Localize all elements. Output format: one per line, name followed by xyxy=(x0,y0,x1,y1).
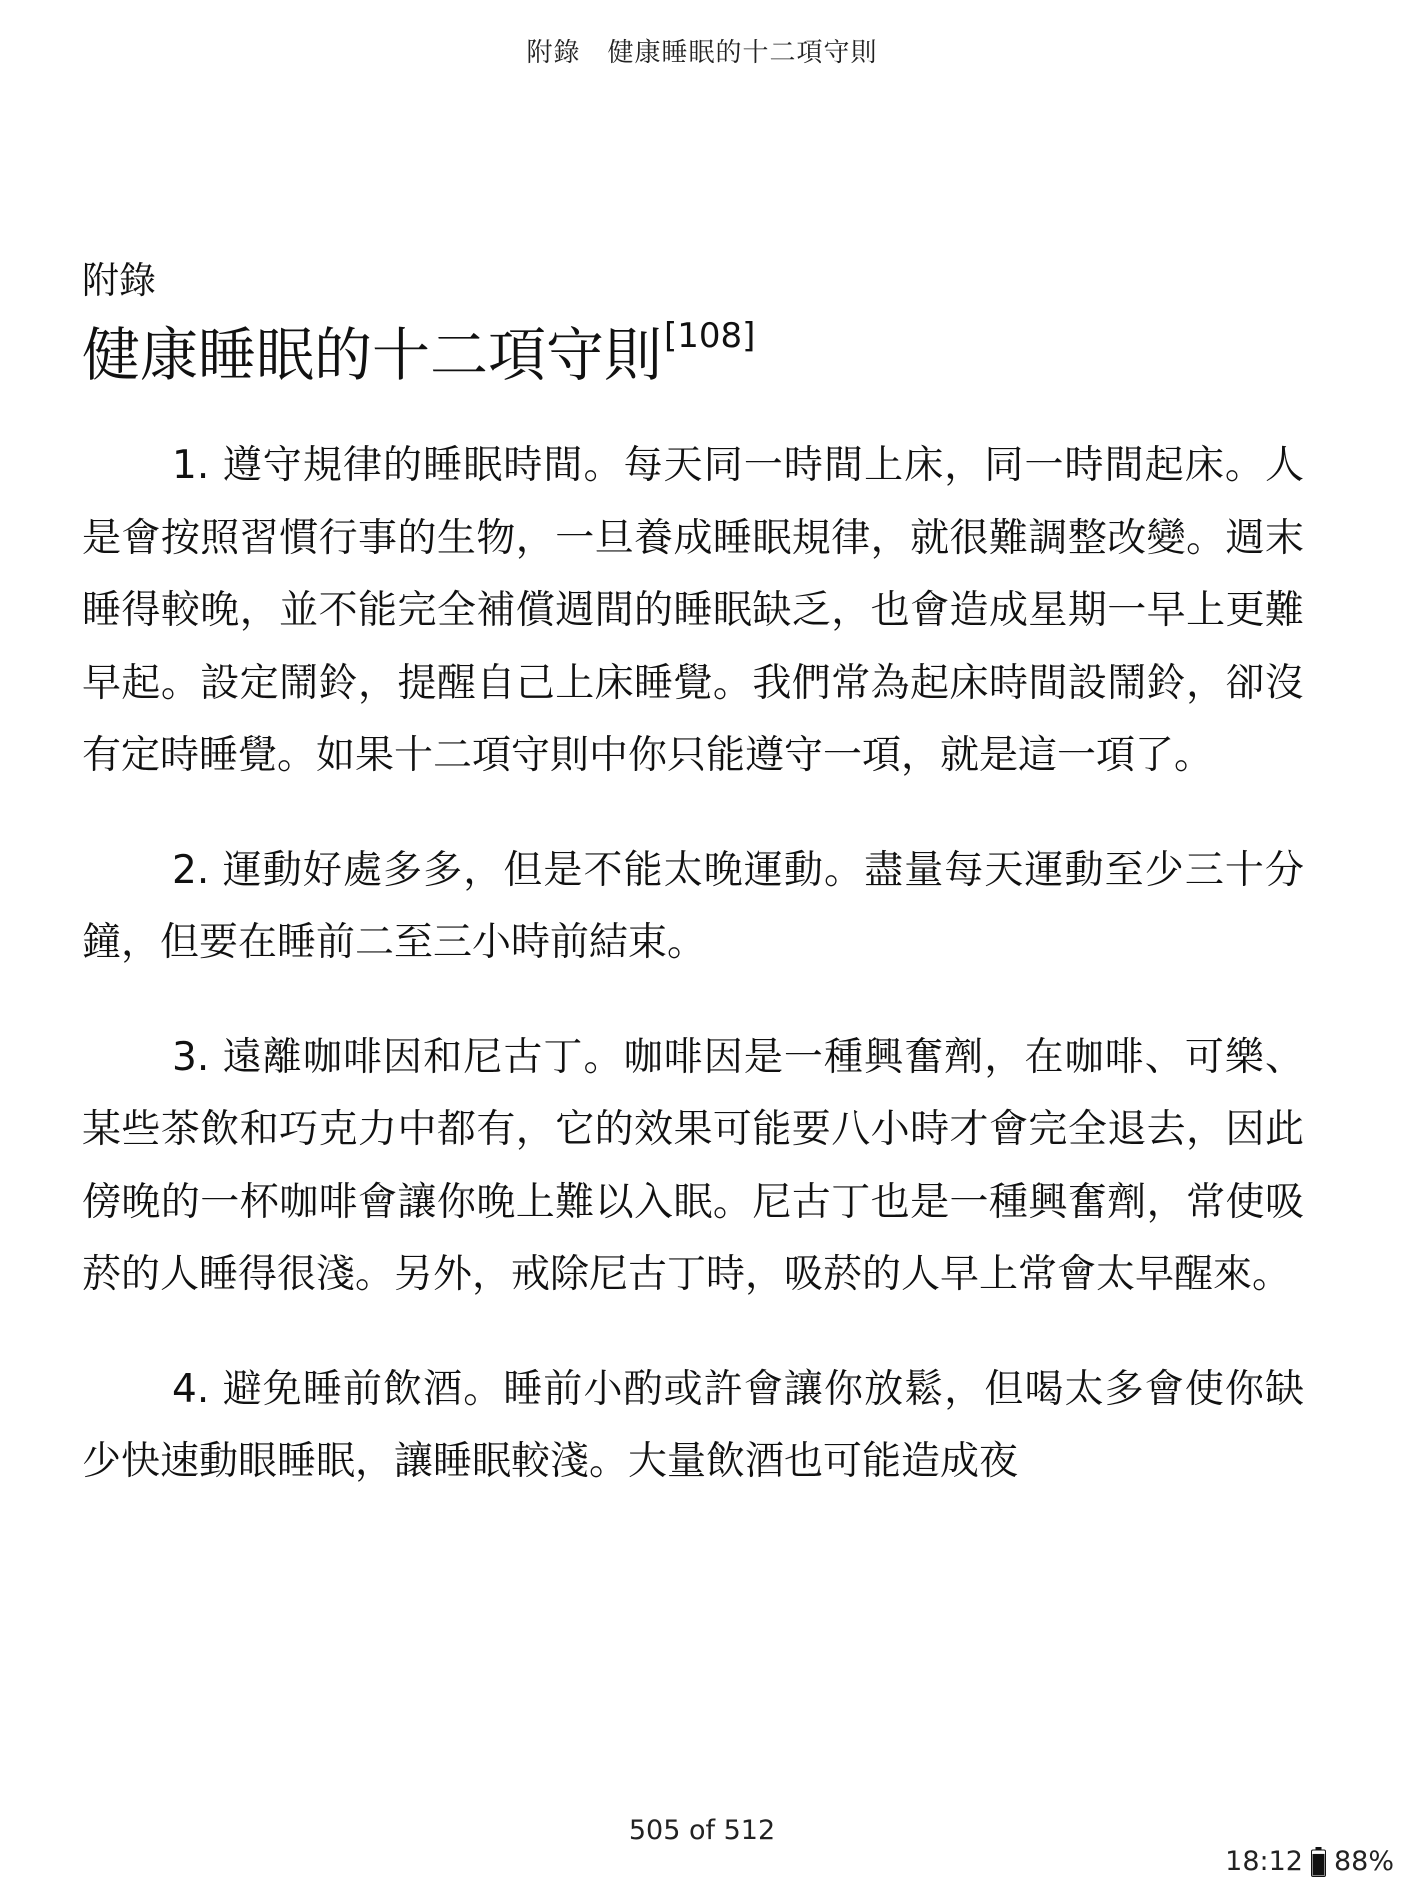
page-content xyxy=(82,255,1304,1499)
status-bar xyxy=(1225,1846,1394,1877)
clock: 18:12 xyxy=(1225,1846,1303,1877)
running-header: 附錄 健康睡眠的十二項守則 xyxy=(526,38,878,68)
rule-paragraph-4: 4. 避免睡前飲酒。睡前小酌或許會讓你放鬆，但喝太多會使你缺少快速動眼睡眠，讓睡眠較淺。大量飲酒也可能造成夜 xyxy=(82,1366,1304,1484)
chapter-title xyxy=(82,315,1304,395)
chapter-title-text: 健康睡眠的十二項守則 xyxy=(82,321,663,389)
battery-level: 88% xyxy=(1333,1846,1394,1877)
rule-paragraph-3: 3. 遠離咖啡因和尼古丁。咖啡因是一種興奮劑，在咖啡、可樂、某些茶飲和巧克力中都有，它的效果可能要八小時才會完全退去，因此傍晚的一杯咖啡會讓你晚上難以入眠。尼古丁也是一種興奮劑，常使吸菸的人睡得很淺。另外，戒除尼古丁時，吸菸的人早上常會太早醒來。 xyxy=(82,1034,1304,1297)
battery-icon xyxy=(1311,1847,1326,1877)
footnote-link[interactable]: [108] xyxy=(664,316,756,356)
section-label: 附錄 xyxy=(82,259,156,302)
rule-paragraph-2: 2. 運動好處多多，但是不能太晚運動。盡量每天運動至少三十分鐘，但要在睡前二至三小時前結束。 xyxy=(82,847,1304,965)
page-indicator: 505 of 512 xyxy=(628,1815,776,1846)
rule-paragraph-1: 1. 遵守規律的睡眠時間。每天同一時間上床，同一時間起床。人是會按照習慣行事的生物，一旦養成睡眠規律，就很難調整改變。週末睡得較晚，並不能完全補償週間的睡眠缺乏，也會造成星期一早上更難早起。設定鬧鈴，提醒自己上床睡覺。我們常為起床時間設鬧鈴，卻沒有定時睡覺。如果十二項守則中你只能遵守一項，就是這一項了。 xyxy=(82,443,1304,778)
